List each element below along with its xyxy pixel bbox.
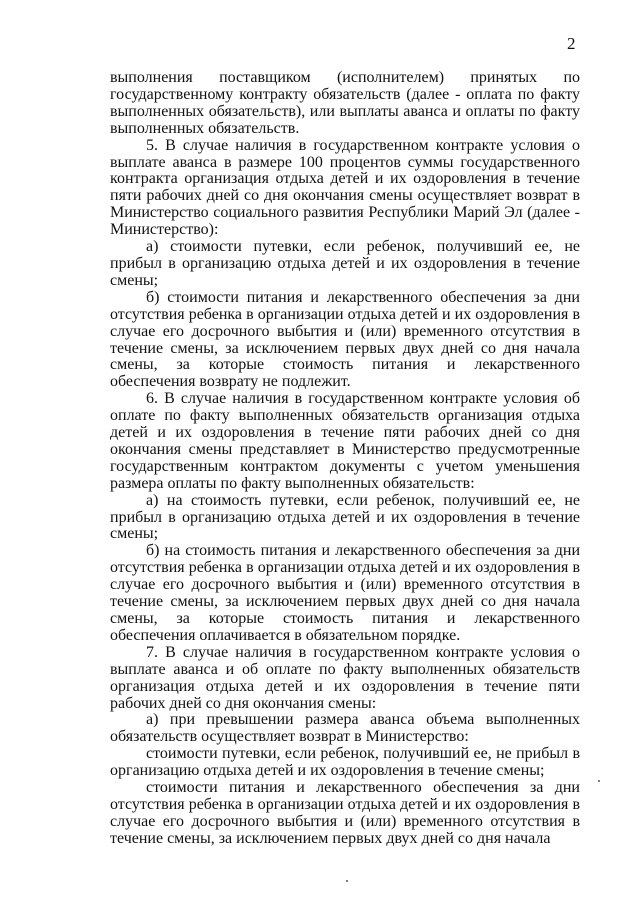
paragraph-item-7a-1: стоимости путевки, если ребенок, получивший ее, не прибыл в организацию отдыха детей и их оздоровления в течение смены; bbox=[110, 745, 580, 780]
scan-speck bbox=[598, 780, 600, 782]
paragraph-item-7: 7. В случае наличия в государственном контракте условия о выплате аванса и об оплате по факту выполненных обязательств организация отдыха детей и их оздоровления в течение пяти рабочих дней со дня окончания смены: bbox=[110, 643, 580, 712]
paragraph-item-7a-2: стоимости питания и лекарственного обеспечения за дни отсутствия ребенка в организации отдыха детей и их оздоровления в случае его досрочного выбытия и (или) временного отсутствия в течение смены, за исключением первых двух дней со дня начала bbox=[110, 779, 580, 847]
page-number: 2 bbox=[567, 34, 576, 53]
paragraph-item-6a: а) на стоимость путевки, если ребенок, получивший ее, не прибыл в организацию отдыха детей и их оздоровления в течение смены; bbox=[110, 491, 580, 543]
paragraph-item-6: 6. В случае наличия в государственном контракте условия об оплате по факту выполненных обязательств организация отдыха детей и их оздоровления в течение пяти рабочих дней со дня окончания смены представляет в Министерство предусмотренные государственным контрактом документы с учетом уменьшения размера оплаты по факту выполненных обязательств: bbox=[110, 390, 580, 492]
paragraph-item-6b: б) на стоимость питания и лекарственного обеспечения за дни отсутствия ребенка в организации отдыха детей и их оздоровления в случае его досрочного выбытия и (или) временного отсутствия в течение смены, за исключением первых двух дней со дня начала смены, за которые стоимость питания и лекарственного обеспечения оплачивается в обязательном порядке. bbox=[110, 542, 580, 644]
document-body bbox=[110, 70, 580, 848]
paragraph-item-5a: а) стоимости путевки, если ребенок, получивший ее, не прибыл в организацию отдыха детей и их оздоровления в течение смены; bbox=[110, 238, 580, 289]
paragraph-item-7a: а) при превышении размера аванса объема выполненных обязательств осуществляет возврат в Министерство: bbox=[110, 711, 580, 746]
scan-speck bbox=[346, 880, 348, 882]
paragraph-item-5b: б) стоимости питания и лекарственного обеспечения за дни отсутствия ребенка в организации отдыха детей и их оздоровления в случае его досрочного выбытия и (или) временного отсутствия в течение смены, за исключением первых двух дней со дня начала смены, за которые стоимость питания и лекарственного обеспечения возврату не подлежит. bbox=[110, 288, 580, 391]
paragraph-item-5: 5. В случае наличия в государственном контракте условия о выплате аванса в размере 100 процентов суммы государственного контракта организация отдыха детей и их оздоровления в течение пяти рабочих дней со дня окончания смены осуществляет возврат в Министерство социального развития Республики Марий Эл (далее - Министерство): bbox=[110, 136, 580, 239]
paragraph-continuation: выполнения поставщиком (исполнителем) принятых по государственному контракту обязательств (далее - оплата по факту выполненных обязательств), или выплаты аванса и оплаты по факту выполненных обязательств. bbox=[110, 69, 580, 137]
